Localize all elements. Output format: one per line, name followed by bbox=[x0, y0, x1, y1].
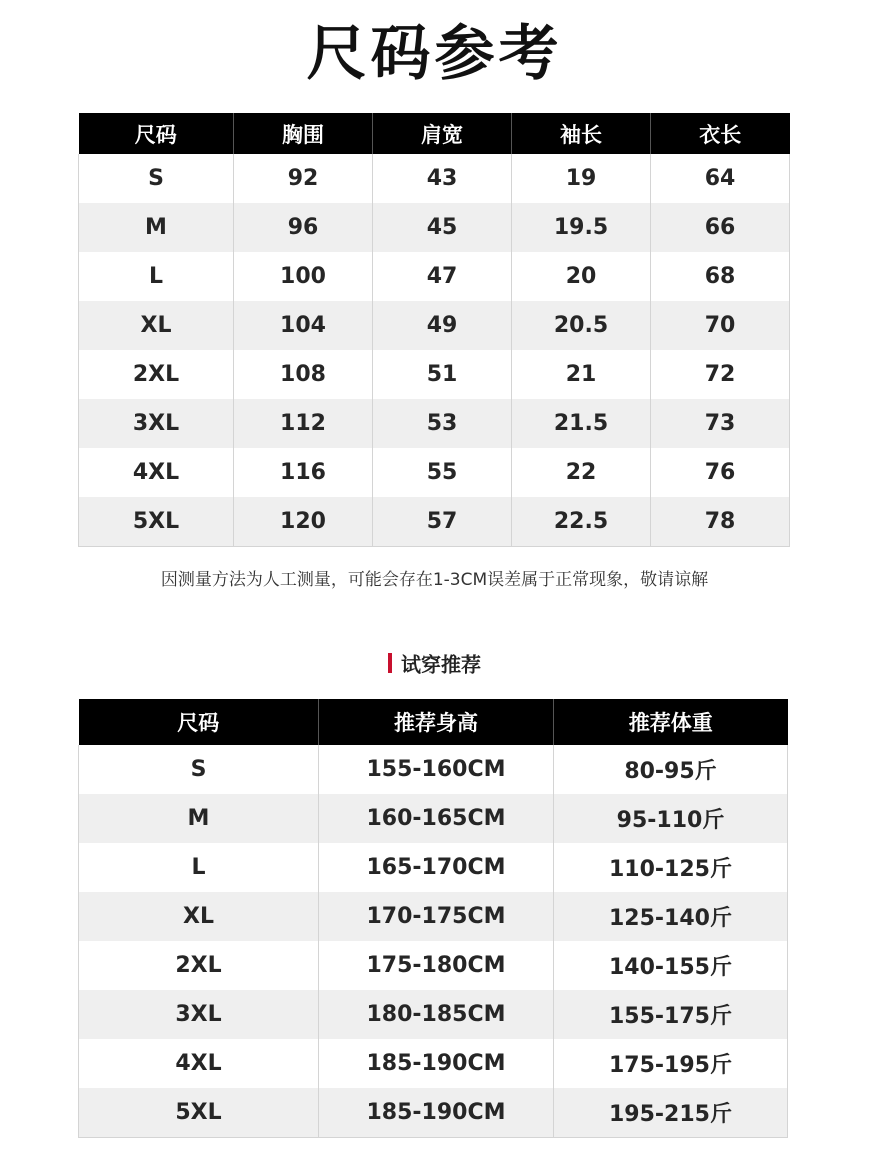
measurement-table bbox=[78, 113, 790, 547]
cell-length: 64 bbox=[651, 154, 790, 203]
cell-length: 76 bbox=[651, 448, 790, 497]
cell-sleeve: 20 bbox=[512, 252, 651, 301]
cell-height: 155-160CM bbox=[319, 745, 554, 794]
cell-size: 5XL bbox=[79, 497, 234, 547]
accent-bar bbox=[388, 653, 392, 673]
cell-height: 175-180CM bbox=[319, 941, 554, 990]
cell-size: 5XL bbox=[79, 1088, 319, 1138]
cell-height: 165-170CM bbox=[319, 843, 554, 892]
cell-shoulder: 47 bbox=[373, 252, 512, 301]
cell-sleeve: 19 bbox=[512, 154, 651, 203]
cell-shoulder: 45 bbox=[373, 203, 512, 252]
cell-size: 4XL bbox=[79, 1039, 319, 1088]
cell-size: 4XL bbox=[79, 448, 234, 497]
cell-size: 2XL bbox=[79, 350, 234, 399]
cell-length: 66 bbox=[651, 203, 790, 252]
cell-length: 72 bbox=[651, 350, 790, 399]
recommendation-table bbox=[78, 699, 788, 1138]
cell-length: 73 bbox=[651, 399, 790, 448]
cell-size: 2XL bbox=[79, 941, 319, 990]
table-row bbox=[79, 794, 788, 843]
cell-weight: 110-125斤 bbox=[554, 843, 788, 892]
cell-shoulder: 43 bbox=[373, 154, 512, 203]
cell-height: 185-190CM bbox=[319, 1088, 554, 1138]
cell-length: 78 bbox=[651, 497, 790, 547]
table-row bbox=[79, 843, 788, 892]
cell-shoulder: 49 bbox=[373, 301, 512, 350]
table-row bbox=[79, 252, 790, 301]
cell-size: XL bbox=[79, 892, 319, 941]
cell-weight: 125-140斤 bbox=[554, 892, 788, 941]
cell-size: XL bbox=[79, 301, 234, 350]
header-shoulder: 肩宽 bbox=[373, 113, 512, 154]
table-row bbox=[79, 301, 790, 350]
cell-chest: 104 bbox=[234, 301, 373, 350]
page-title: 尺码参考 bbox=[306, 19, 563, 89]
cell-size: M bbox=[79, 794, 319, 843]
table-row bbox=[79, 1088, 788, 1138]
cell-height: 185-190CM bbox=[319, 1039, 554, 1088]
cell-height: 170-175CM bbox=[319, 892, 554, 941]
header-length: 衣长 bbox=[651, 113, 790, 154]
cell-size: L bbox=[79, 252, 234, 301]
table-row bbox=[79, 203, 790, 252]
table-row bbox=[79, 745, 788, 794]
cell-chest: 116 bbox=[234, 448, 373, 497]
measurement-note: 因测量方法为人工测量，可能会存在1-3CM误差属于正常现象，敬请谅解 bbox=[160, 570, 709, 590]
header-size: 尺码 bbox=[79, 699, 319, 745]
table-row bbox=[79, 154, 790, 203]
cell-sleeve: 20.5 bbox=[512, 301, 651, 350]
cell-chest: 120 bbox=[234, 497, 373, 547]
cell-weight: 95-110斤 bbox=[554, 794, 788, 843]
header-sleeve: 袖长 bbox=[512, 113, 651, 154]
table-row bbox=[79, 399, 790, 448]
measurement-header-row bbox=[79, 113, 790, 154]
cell-chest: 112 bbox=[234, 399, 373, 448]
cell-sleeve: 21.5 bbox=[512, 399, 651, 448]
table-row bbox=[79, 990, 788, 1039]
cell-sleeve: 21 bbox=[512, 350, 651, 399]
section-heading bbox=[0, 650, 869, 679]
cell-size: 3XL bbox=[79, 399, 234, 448]
cell-size: S bbox=[79, 154, 234, 203]
recommendation-header-row bbox=[79, 699, 788, 745]
cell-size: M bbox=[79, 203, 234, 252]
cell-length: 68 bbox=[651, 252, 790, 301]
header-size: 尺码 bbox=[79, 113, 234, 154]
cell-chest: 96 bbox=[234, 203, 373, 252]
cell-length: 70 bbox=[651, 301, 790, 350]
cell-weight: 140-155斤 bbox=[554, 941, 788, 990]
header-weight: 推荐体重 bbox=[554, 699, 788, 745]
cell-sleeve: 22.5 bbox=[512, 497, 651, 547]
cell-size: L bbox=[79, 843, 319, 892]
table-row bbox=[79, 892, 788, 941]
header-chest: 胸围 bbox=[234, 113, 373, 154]
cell-weight: 195-215斤 bbox=[554, 1088, 788, 1138]
table-row bbox=[79, 448, 790, 497]
cell-chest: 100 bbox=[234, 252, 373, 301]
cell-sleeve: 22 bbox=[512, 448, 651, 497]
table-row bbox=[79, 350, 790, 399]
cell-height: 180-185CM bbox=[319, 990, 554, 1039]
cell-weight: 80-95斤 bbox=[554, 745, 788, 794]
cell-height: 160-165CM bbox=[319, 794, 554, 843]
cell-shoulder: 55 bbox=[373, 448, 512, 497]
cell-shoulder: 53 bbox=[373, 399, 512, 448]
cell-shoulder: 57 bbox=[373, 497, 512, 547]
cell-weight: 155-175斤 bbox=[554, 990, 788, 1039]
cell-size: S bbox=[79, 745, 319, 794]
cell-chest: 108 bbox=[234, 350, 373, 399]
table-row bbox=[79, 941, 788, 990]
cell-sleeve: 19.5 bbox=[512, 203, 651, 252]
header-height: 推荐身高 bbox=[319, 699, 554, 745]
table-row bbox=[79, 497, 790, 547]
cell-size: 3XL bbox=[79, 990, 319, 1039]
cell-shoulder: 51 bbox=[373, 350, 512, 399]
table-row bbox=[79, 1039, 788, 1088]
cell-weight: 175-195斤 bbox=[554, 1039, 788, 1088]
section-heading-label: 试穿推荐 bbox=[401, 652, 481, 677]
cell-chest: 92 bbox=[234, 154, 373, 203]
